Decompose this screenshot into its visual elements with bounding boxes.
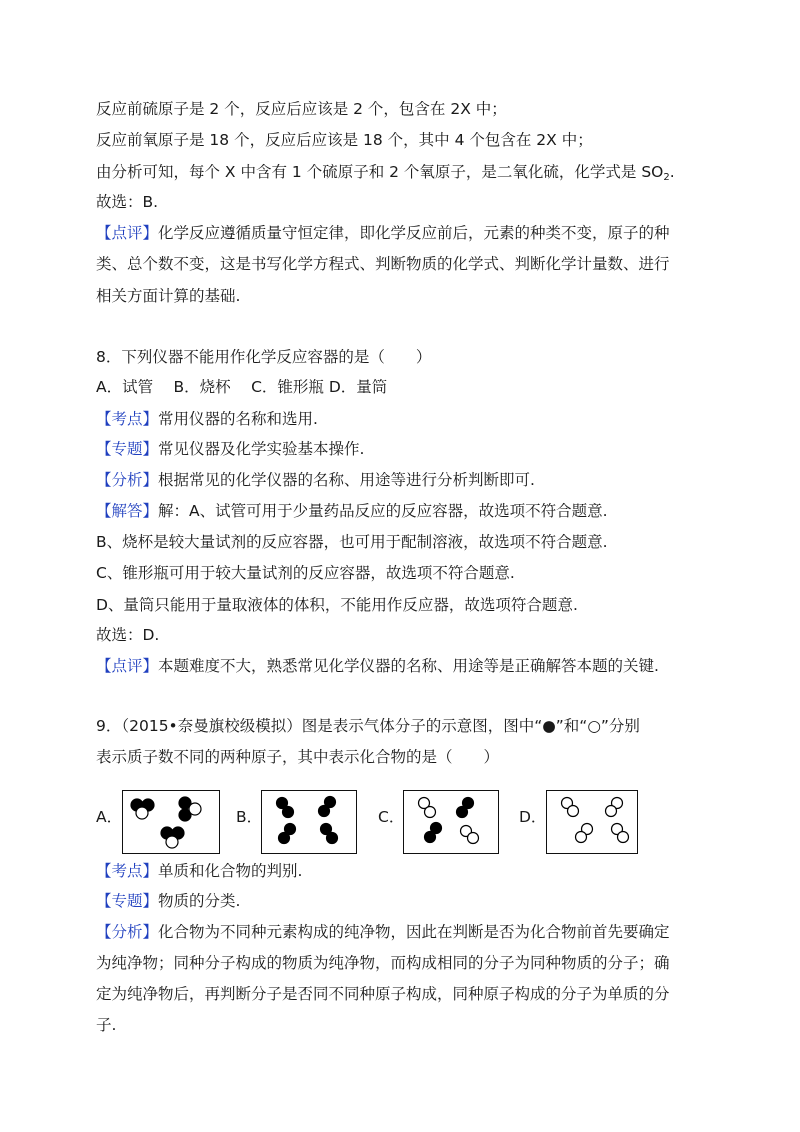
q8-choice: 故选：D.	[96, 626, 160, 644]
sol7-choice: 故选：B.	[96, 193, 159, 211]
figure-d-molecules	[547, 791, 639, 855]
figure-c-label: C．	[378, 808, 405, 826]
figure-c-box	[403, 790, 499, 854]
kaodian-text: 常用仪器的名称和选用.	[158, 410, 318, 428]
q9-kaodian	[96, 861, 302, 881]
jieda-tag: 【解答】	[96, 502, 159, 520]
sol7-line2: 反应前氧原子是 18 个，反应后应该是 18 个，其中 4 个包含在 2X 中；	[96, 131, 593, 149]
sol7-line1: 反应前硫原子是 2 个，反应后应该是 2 个，包含在 2X 中；	[96, 100, 507, 118]
q9-fenxi-line3: 定为纯净物后，再判断分子是否同不同种原子构成，同种原子构成的分子为单质的分	[96, 985, 670, 1003]
q9-zhuanti	[96, 891, 240, 911]
q8-dianping	[96, 656, 659, 676]
sol7-line3-text: 由分析可知，每个 X 中含有 1 个硫原子和 2 个氧原子，是二氧化硫，化学式是 SO	[96, 163, 664, 181]
sol7-line3-end: .	[669, 163, 675, 181]
figure-a-label: A．	[96, 808, 123, 826]
figure-b-molecules	[262, 791, 358, 855]
figure-a-box	[122, 790, 220, 854]
q9-fenxi-line4: 子.	[96, 1016, 117, 1034]
sol7-comment-line1	[96, 223, 670, 243]
zhuanti-tag: 【专题】	[96, 892, 159, 910]
sol7-line3	[96, 162, 675, 188]
figure-c-molecules	[404, 791, 500, 855]
q8-zhuanti	[96, 439, 364, 459]
figure-d-label: D．	[519, 808, 547, 826]
fenxi-text: 根据常见的化学仪器的名称、用途等进行分析判断即可.	[158, 471, 535, 489]
q8-kaodian	[96, 409, 318, 429]
comment-text: 化学反应遵循质量守恒定律，即化学反应前后，元素的种类不变，原子的种	[158, 224, 670, 242]
zhuanti-tag: 【专题】	[96, 440, 159, 458]
dianping-tag: 【点评】	[96, 657, 159, 675]
figure-b-box	[261, 790, 357, 854]
comment-tag: 【点评】	[96, 224, 159, 242]
kaodian-text: 单质和化合物的判别.	[158, 862, 303, 880]
fenxi-tag: 【分析】	[96, 471, 159, 489]
q9-stem-line2: 表示质子数不同的两种原子，其中表示化合物的是（ ）	[96, 748, 500, 766]
kaodian-tag: 【考点】	[96, 862, 159, 880]
q8-fenxi	[96, 470, 535, 490]
q9-stem-line1: 9．（2015•奈曼旗校级模拟）图是表示气体分子的示意图，图中“●”和“○”分别	[96, 717, 640, 735]
dianping-text: 本题难度不大，熟悉常见化学仪器的名称、用途等是正确解答本题的关键.	[158, 657, 659, 675]
jieda-text: 解：A、试管可用于少量药品反应的反应容器，故选项不符合题意.	[158, 502, 608, 520]
figure-d-box	[546, 790, 638, 854]
figure-b-label: B．	[236, 808, 263, 826]
zhuanti-text: 常见仪器及化学实验基本操作.	[158, 440, 365, 458]
sol7-line3-subscript: 2	[663, 172, 670, 183]
sol7-comment-line2: 类、总个数不变，这是书写化学方程式、判断物质的化学式、判断化学计量数、进行	[96, 255, 670, 273]
kaodian-tag: 【考点】	[96, 410, 159, 428]
q8-line-c: C、锥形瓶可用于较大量试剂的反应容器，故选项不符合题意.	[96, 564, 515, 582]
fenxi-tag: 【分析】	[96, 923, 159, 941]
q8-stem: 8．下列仪器不能用作化学反应容器的是（ ）	[96, 348, 432, 366]
q8-line-d: D、量筒只能用于量取液体的体积，不能用作反应器，故选项符合题意.	[96, 596, 578, 614]
q9-fenxi-line2: 为纯净物；同种分子构成的物质为纯净物，而构成相同的分子为同种物质的分子；确	[96, 954, 670, 972]
q8-line-b: B、烧杯是较大量试剂的反应容器，也可用于配制溶液，故选项不符合题意.	[96, 533, 608, 551]
fenxi-text: 化合物为不同种元素构成的纯净物，因此在判断是否为化合物前首先要确定	[158, 923, 670, 941]
sol7-comment-line3: 相关方面计算的基础.	[96, 287, 241, 305]
figure-a-molecules	[123, 791, 221, 855]
q9-fenxi-line1	[96, 922, 670, 942]
zhuanti-text: 物质的分类.	[158, 892, 241, 910]
q8-options: A．试管 B．烧杯 C．锥形瓶 D．量筒	[96, 378, 388, 396]
q8-jieda	[96, 501, 608, 521]
